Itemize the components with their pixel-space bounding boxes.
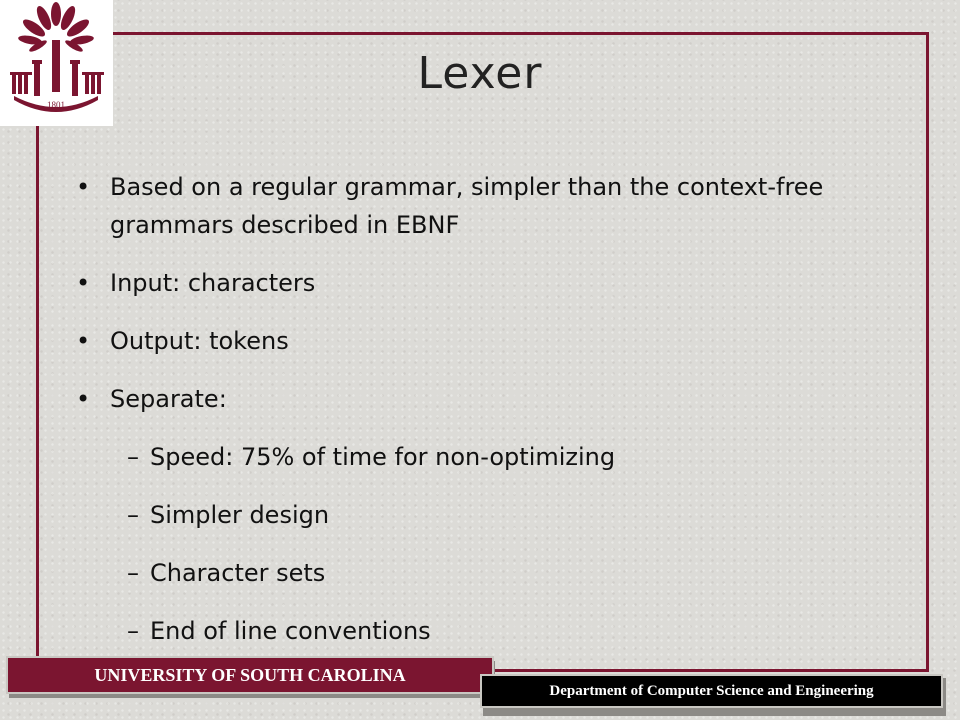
- bullet-item: [72, 168, 852, 244]
- bullet-text: Based on a regular grammar, simpler than the context-free grammars described in EBNF: [110, 173, 824, 239]
- sub-bullet-item: [72, 612, 852, 650]
- sub-bullet-text: Simpler design: [150, 501, 330, 529]
- bullet-text: Separate:: [110, 385, 227, 413]
- bullet-text: Output: tokens: [110, 327, 289, 355]
- bullet-dot: •: [76, 327, 91, 355]
- sub-bullet-dash: –: [127, 443, 139, 471]
- sub-bullet-text: Character sets: [150, 559, 326, 587]
- sub-bullet-dash: –: [127, 501, 139, 529]
- sub-bullet-dash: –: [127, 617, 139, 645]
- sub-bullet-item: [72, 554, 852, 592]
- bullet-item: [72, 322, 852, 360]
- university-banner: UNIVERSITY OF SOUTH CAROLINA: [6, 656, 494, 694]
- bullet-dot: •: [76, 173, 91, 201]
- slide-title: Lexer: [417, 48, 543, 99]
- bullet-item: [72, 264, 852, 302]
- sub-bullet-text: End of line conventions: [150, 617, 431, 645]
- sub-bullet-dash: –: [127, 559, 139, 587]
- sub-bullet-text: Speed: 75% of time for non-optimizing: [150, 443, 616, 471]
- bullet-list: [72, 168, 852, 670]
- sub-bullet-item: [72, 438, 852, 476]
- bullet-dot: •: [76, 269, 91, 297]
- department-banner: Department of Computer Science and Engineering: [480, 674, 943, 708]
- logo-year: 1801: [47, 100, 65, 110]
- bullet-dot: •: [76, 385, 91, 413]
- bullet-item: [72, 380, 852, 418]
- bullet-text: Input: characters: [110, 269, 316, 297]
- sub-bullet-item: [72, 496, 852, 534]
